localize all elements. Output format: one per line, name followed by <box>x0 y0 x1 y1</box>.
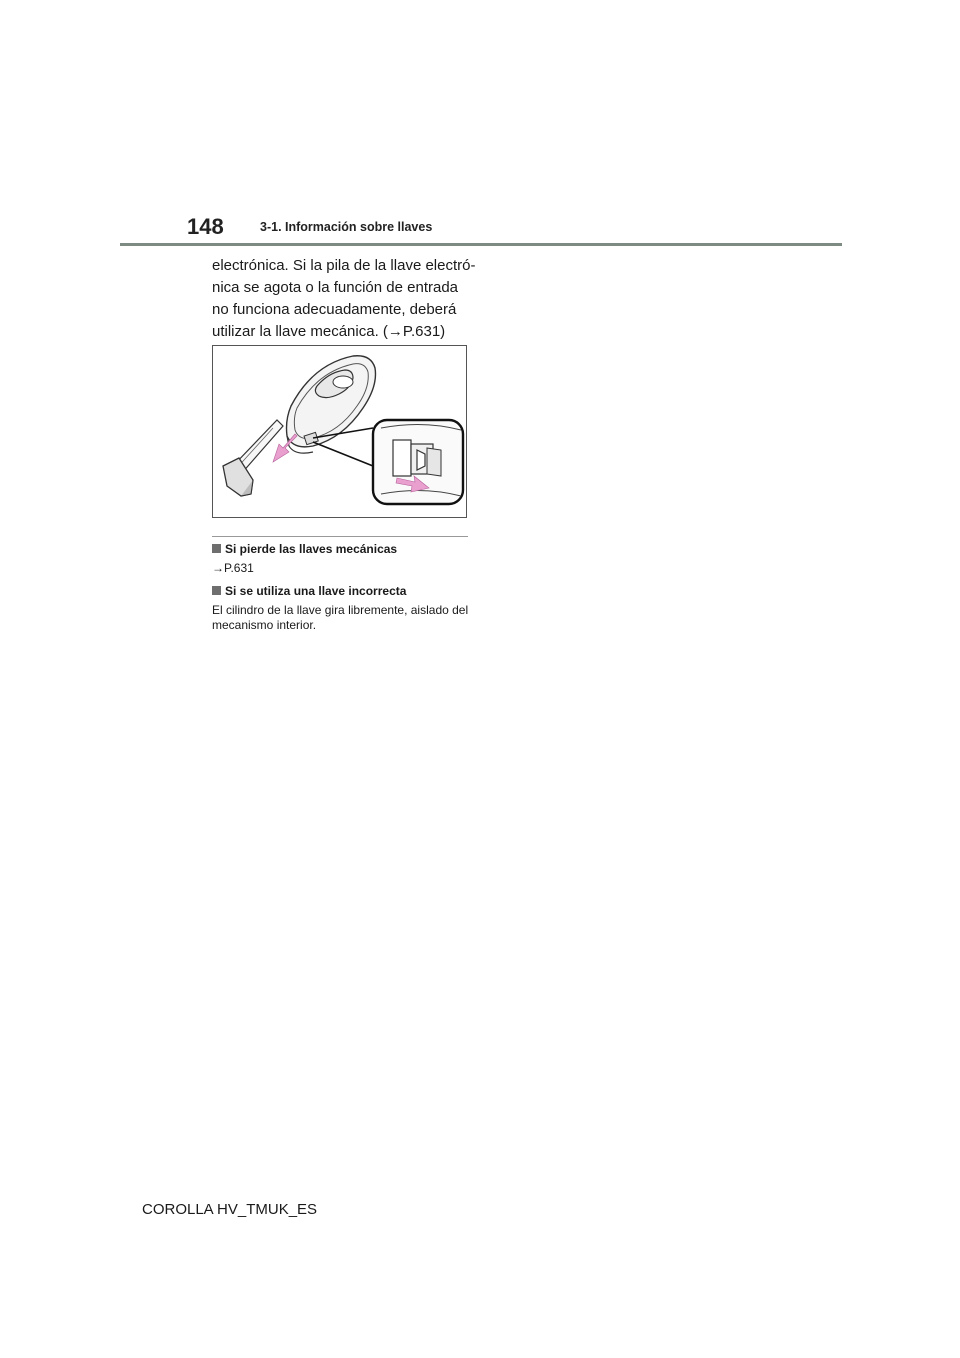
footer-model-code: COROLLA HV_TMUK_ES <box>142 1201 318 1218</box>
body-line: electrónica. Si la pila de la llave electró- <box>212 257 476 274</box>
key-illustration-svg <box>213 346 466 517</box>
detail-magnifier-icon <box>373 420 463 504</box>
note-heading <box>212 584 406 598</box>
body-line: nica se agota o la función de entrada <box>212 279 459 296</box>
square-bullet-icon <box>212 544 221 553</box>
note-heading-text: Si pierde las llaves mecánicas <box>225 542 398 556</box>
section-title: 3-1. Información sobre llaves <box>260 220 433 234</box>
page-number: 148 <box>187 214 224 239</box>
body-line: utilizar la llave mecánica. (→P.631) <box>212 323 446 340</box>
note-heading-text: Si se utiliza una llave incorrecta <box>225 584 407 598</box>
key-illustration <box>212 345 467 518</box>
body-paragraph <box>212 255 482 343</box>
mechanical-key-icon <box>223 420 283 496</box>
note-body: El cilindro de la llave gira libremente, aislado del mecanismo interior. <box>212 603 469 632</box>
header-rule <box>120 243 842 246</box>
square-bullet-icon <box>212 586 221 595</box>
note-heading <box>212 542 397 556</box>
note-reference: →P.631 <box>212 561 254 575</box>
smart-key-icon <box>287 356 376 453</box>
notes-divider <box>212 536 468 537</box>
body-line: no funciona adecuadamente, deberá <box>212 301 457 318</box>
